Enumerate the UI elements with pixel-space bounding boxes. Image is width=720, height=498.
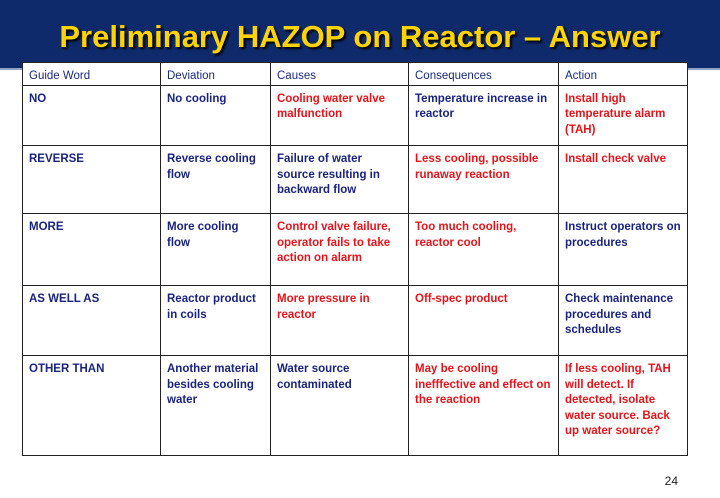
cell-consequences: Too much cooling, reactor cool [409, 214, 559, 286]
cell-deviation: No cooling [161, 85, 271, 146]
page-number: 24 [664, 474, 678, 488]
table-row [23, 356, 688, 456]
cell-causes: Water source contaminated [271, 356, 409, 456]
page-title: Preliminary HAZOP on Reactor – Answer [59, 19, 661, 54]
cell-guide-word: AS WELL AS [23, 286, 161, 356]
cell-action: Install check valve [559, 146, 688, 214]
cell-deviation: Reverse cooling flow [161, 146, 271, 214]
cell-action: Instruct operators on procedures [559, 214, 688, 286]
table-row [23, 146, 688, 214]
table-row [23, 286, 688, 356]
table-header-row [23, 63, 688, 86]
cell-causes: Cooling water valve malfunction [271, 85, 409, 146]
cell-causes: Control valve failure, operator fails to take action on alarm [271, 214, 409, 286]
cell-guide-word: NO [23, 85, 161, 146]
cell-deviation: More cooling flow [161, 214, 271, 286]
cell-causes: Failure of water source resulting in backward flow [271, 146, 409, 214]
cell-consequences: Temperature increase in reactor [409, 85, 559, 146]
header-action: Action [559, 63, 688, 86]
cell-guide-word: REVERSE [23, 146, 161, 214]
header-causes: Causes [271, 63, 409, 86]
table-row [23, 214, 688, 286]
cell-causes: More pressure in reactor [271, 286, 409, 356]
table-row [23, 85, 688, 146]
cell-guide-word: OTHER THAN [23, 356, 161, 456]
hazop-table [22, 62, 688, 456]
cell-consequences: Less cooling, possible runaway reaction [409, 146, 559, 214]
cell-consequences: Off-spec product [409, 286, 559, 356]
cell-consequences: May be cooling inefffective and effect on the reaction [409, 356, 559, 456]
cell-deviation: Reactor product in coils [161, 286, 271, 356]
header-consequences: Consequences [409, 63, 559, 86]
cell-action: If less cooling, TAH will detect. If detected, isolate water source. Back up water source? [559, 356, 688, 456]
cell-action: Install high temperature alarm (TAH) [559, 85, 688, 146]
header-deviation: Deviation [161, 63, 271, 86]
cell-guide-word: MORE [23, 214, 161, 286]
cell-deviation: Another material besides cooling water [161, 356, 271, 456]
header-guide-word: Guide Word [23, 63, 161, 86]
cell-action: Check maintenance procedures and schedules [559, 286, 688, 356]
